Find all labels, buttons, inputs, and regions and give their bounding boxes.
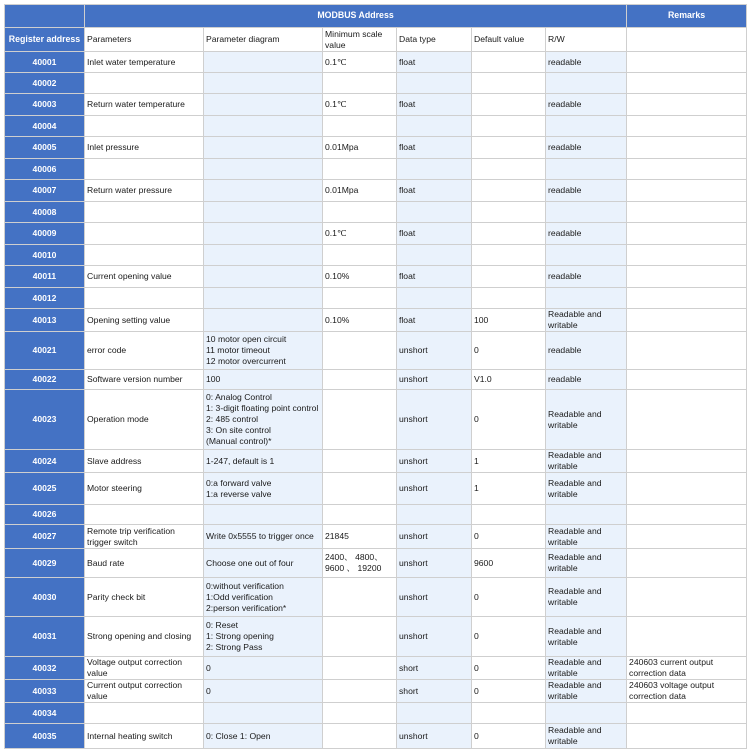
parameter-cell: Motor steering xyxy=(85,473,204,505)
table-row xyxy=(5,137,747,159)
table-row xyxy=(5,370,747,390)
remarks-cell xyxy=(627,450,747,473)
register-address-cell: 40031 xyxy=(5,617,85,657)
rw-cell: readable xyxy=(546,180,627,202)
rw-cell: Readable and writable xyxy=(546,549,627,578)
rw-cell xyxy=(546,116,627,137)
parameters-header: Parameters xyxy=(85,28,204,52)
data-type-cell: float xyxy=(397,223,472,245)
rw-cell: Readable and writable xyxy=(546,525,627,549)
register-address-cell: 40034 xyxy=(5,703,85,724)
register-address-cell: 40008 xyxy=(5,202,85,223)
minimum-scale-cell: 0.10% xyxy=(323,309,397,332)
remarks-cell xyxy=(627,724,747,749)
parameter-cell: Current output correction value xyxy=(85,680,204,703)
parameter-cell: Return water temperature xyxy=(85,94,204,116)
parameter-cell: Parity check bit xyxy=(85,578,204,617)
parameter-cell: Strong opening and closing xyxy=(85,617,204,657)
minimum-scale-cell xyxy=(323,288,397,309)
diagram-line: 2: 485 control xyxy=(206,414,259,424)
parameter-diagram-cell xyxy=(204,180,323,202)
default-value-cell xyxy=(472,288,546,309)
data-type-cell: unshort xyxy=(397,332,472,370)
parameter-diagram-cell xyxy=(204,137,323,159)
register-address-cell: 40029 xyxy=(5,549,85,578)
table-row xyxy=(5,266,747,288)
data-type-cell xyxy=(397,116,472,137)
default-value-cell: 0 xyxy=(472,332,546,370)
remarks-title: Remarks xyxy=(627,5,747,28)
register-address-cell: 40003 xyxy=(5,94,85,116)
data-type-cell xyxy=(397,505,472,525)
minimum-scale-cell: 0.01Mpa xyxy=(323,180,397,202)
diagram-line: Choose one out of four xyxy=(206,557,294,568)
parameter-diagram-cell xyxy=(204,370,323,390)
parameter-diagram-cell xyxy=(204,549,323,578)
default-value-cell xyxy=(472,180,546,202)
data-type-cell: float xyxy=(397,180,472,202)
data-type-cell: unshort xyxy=(397,370,472,390)
remarks-cell xyxy=(627,94,747,116)
rw-cell: readable xyxy=(546,137,627,159)
minimum-scale-cell xyxy=(323,578,397,617)
remarks-cell xyxy=(627,52,747,73)
rw-cell: readable xyxy=(546,223,627,245)
parameter-cell xyxy=(85,116,204,137)
parameter-cell: Slave address xyxy=(85,450,204,473)
register-address-cell: 40026 xyxy=(5,505,85,525)
parameter-diagram-cell xyxy=(204,505,323,525)
remarks-header xyxy=(627,28,747,52)
table-row xyxy=(5,724,747,749)
table-row xyxy=(5,450,747,473)
remarks-cell xyxy=(627,159,747,180)
minimum-scale-cell xyxy=(323,390,397,450)
table-row xyxy=(5,657,747,680)
remarks-cell xyxy=(627,202,747,223)
remarks-cell xyxy=(627,288,747,309)
header-blank xyxy=(5,5,85,28)
parameter-cell: Remote trip verification trigger switch xyxy=(85,525,204,549)
remarks-cell xyxy=(627,137,747,159)
data-type-cell: float xyxy=(397,309,472,332)
parameter-cell xyxy=(85,159,204,180)
parameter-diagram-cell xyxy=(204,245,323,266)
rw-cell: readable xyxy=(546,266,627,288)
diagram-line: 2: Strong Pass xyxy=(206,642,263,652)
table-row xyxy=(5,309,747,332)
register-address-cell: 40007 xyxy=(5,180,85,202)
parameter-diagram-cell xyxy=(204,202,323,223)
remarks-cell xyxy=(627,223,747,245)
table-row xyxy=(5,703,747,724)
rw-cell: readable xyxy=(546,332,627,370)
register-address-cell: 40024 xyxy=(5,450,85,473)
minimum-scale-cell xyxy=(323,724,397,749)
register-address-cell: 40030 xyxy=(5,578,85,617)
parameter-diagram-cell xyxy=(204,332,323,370)
rw-cell xyxy=(546,202,627,223)
parameter-diagram-cell xyxy=(204,288,323,309)
diagram-line: 1:a reverse valve xyxy=(206,488,272,499)
parameter-cell: error code xyxy=(85,332,204,370)
minimum-scale-cell xyxy=(323,473,397,505)
diagram-line: 0: Reset xyxy=(206,620,239,630)
rw-cell xyxy=(546,73,627,94)
diagram-line: 0: Analog Control xyxy=(206,392,272,402)
data-type-cell: unshort xyxy=(397,390,472,450)
default-value-cell xyxy=(472,223,546,245)
register-address-cell: 40005 xyxy=(5,137,85,159)
data-type-cell xyxy=(397,159,472,180)
rw-cell: Readable and writable xyxy=(546,724,627,749)
default-value-cell: 1 xyxy=(472,450,546,473)
data-type-cell: unshort xyxy=(397,578,472,617)
table-row xyxy=(5,525,747,549)
register-address-cell: 40033 xyxy=(5,680,85,703)
minimum-scale-cell xyxy=(323,159,397,180)
remarks-cell xyxy=(627,73,747,94)
data-type-cell: unshort xyxy=(397,549,472,578)
remarks-cell xyxy=(627,578,747,617)
diagram-line: 10 motor open circuit xyxy=(206,334,287,344)
register-address-cell: 40027 xyxy=(5,525,85,549)
rw-cell: Readable and writable xyxy=(546,309,627,332)
rw-cell: Readable and writable xyxy=(546,657,627,680)
remarks-cell xyxy=(627,473,747,505)
rw-cell: Readable and writable xyxy=(546,390,627,450)
parameter-diagram-cell xyxy=(204,703,323,724)
rw-cell xyxy=(546,703,627,724)
rw-cell: Readable and writable xyxy=(546,473,627,505)
parameter-diagram-cell xyxy=(204,73,323,94)
remarks-cell xyxy=(627,245,747,266)
table-row xyxy=(5,94,747,116)
parameter-diagram-cell xyxy=(204,450,323,473)
data-type-cell xyxy=(397,245,472,266)
default-value-cell: 100 xyxy=(472,309,546,332)
register-address-cell: 40032 xyxy=(5,657,85,680)
parameter-cell: Operation mode xyxy=(85,390,204,450)
table-row xyxy=(5,680,747,703)
parameter-cell xyxy=(85,73,204,94)
default-value-cell: V1.0 xyxy=(472,370,546,390)
minimum-scale-cell xyxy=(323,370,397,390)
remarks-cell xyxy=(627,617,747,657)
default-value-cell xyxy=(472,159,546,180)
remarks-cell xyxy=(627,549,747,578)
parameter-diagram-cell xyxy=(204,390,323,450)
diagram-line: 11 motor timeout xyxy=(206,345,270,355)
minimum-scale-cell: 0.1℃ xyxy=(323,223,397,245)
parameter-diagram-cell xyxy=(204,266,323,288)
diagram-line: 0:without verification xyxy=(206,580,284,591)
rw-cell: Readable and writable xyxy=(546,578,627,617)
parameter-diagram-cell xyxy=(204,52,323,73)
table-row xyxy=(5,245,747,266)
diagram-line: 100 xyxy=(206,374,221,384)
data-type-cell: unshort xyxy=(397,525,472,549)
diagram-line: 1: Strong opening xyxy=(206,631,274,641)
parameter-cell xyxy=(85,245,204,266)
default-value-cell xyxy=(472,245,546,266)
register-address-cell: 40025 xyxy=(5,473,85,505)
register-address-cell: 40035 xyxy=(5,724,85,749)
remarks-cell xyxy=(627,266,747,288)
parameter-diagram-cell xyxy=(204,617,323,657)
default-value-cell: 0 xyxy=(472,525,546,549)
diagram-line: 1-247, default is 1 xyxy=(206,455,275,466)
parameter-cell xyxy=(85,202,204,223)
register-address-cell: 40002 xyxy=(5,73,85,94)
data-type-cell: unshort xyxy=(397,450,472,473)
rw-header: R/W xyxy=(546,28,627,52)
minimum-scale-cell xyxy=(323,657,397,680)
diagram-line: 0:a forward valve xyxy=(206,477,272,488)
parameter-cell: Voltage output correction value xyxy=(85,657,204,680)
parameter-diagram-cell xyxy=(204,724,323,749)
parameter-cell: Inlet water temperature xyxy=(85,52,204,73)
modbus-address-title: MODBUS Address xyxy=(85,5,627,28)
register-address-cell: 40021 xyxy=(5,332,85,370)
default-value-header: Default value xyxy=(472,28,546,52)
parameter-diagram-cell xyxy=(204,94,323,116)
table-row xyxy=(5,73,747,94)
data-type-cell: float xyxy=(397,94,472,116)
table-row xyxy=(5,617,747,657)
remarks-cell xyxy=(627,116,747,137)
rw-cell: Readable and writable xyxy=(546,617,627,657)
default-value-cell: 9600 xyxy=(472,549,546,578)
parameter-diagram-cell xyxy=(204,116,323,137)
parameter-cell: Internal heating switch xyxy=(85,724,204,749)
default-value-cell xyxy=(472,52,546,73)
data-type-cell xyxy=(397,202,472,223)
remarks-cell: 240603 voltage output correction data xyxy=(627,680,747,703)
table-row xyxy=(5,52,747,73)
default-value-cell xyxy=(472,73,546,94)
minimum-scale-cell xyxy=(323,332,397,370)
table-row xyxy=(5,390,747,450)
parameter-diagram-cell xyxy=(204,525,323,549)
rw-cell: readable xyxy=(546,94,627,116)
minimum-scale-cell xyxy=(323,450,397,473)
data-type-cell: float xyxy=(397,52,472,73)
default-value-cell xyxy=(472,266,546,288)
rw-cell: Readable and writable xyxy=(546,680,627,703)
default-value-cell: 0 xyxy=(472,680,546,703)
rw-cell: readable xyxy=(546,52,627,73)
parameter-cell xyxy=(85,703,204,724)
register-address-cell: 40023 xyxy=(5,390,85,450)
diagram-line: 0 xyxy=(206,662,211,673)
default-value-cell: 0 xyxy=(472,390,546,450)
default-value-cell xyxy=(472,116,546,137)
minimum-scale-cell xyxy=(323,116,397,137)
parameter-diagram-cell xyxy=(204,223,323,245)
table-row xyxy=(5,473,747,505)
remarks-cell xyxy=(627,370,747,390)
remarks-cell xyxy=(627,309,747,332)
diagram-line: 2:person verification* xyxy=(206,602,287,613)
modbus-register-table xyxy=(4,4,746,749)
data-type-header: Data type xyxy=(397,28,472,52)
remarks-cell xyxy=(627,332,747,370)
parameter-cell: Baud rate xyxy=(85,549,204,578)
minimum-scale-header: Minimum scale value xyxy=(323,28,397,52)
minimum-scale-cell xyxy=(323,245,397,266)
register-address-header: Register address xyxy=(5,28,85,52)
parameter-diagram-header: Parameter diagram xyxy=(204,28,323,52)
data-type-cell: short xyxy=(397,680,472,703)
register-address-cell: 40004 xyxy=(5,116,85,137)
minimum-scale-cell xyxy=(323,202,397,223)
diagram-line: 0: Close 1: Open xyxy=(206,730,271,741)
parameter-cell: Inlet pressure xyxy=(85,137,204,159)
column-header-row xyxy=(5,28,747,52)
diagram-line: (Manual control)* xyxy=(206,436,272,446)
register-address-cell: 40001 xyxy=(5,52,85,73)
minimum-scale-cell xyxy=(323,680,397,703)
parameter-diagram-cell xyxy=(204,309,323,332)
minimum-scale-cell xyxy=(323,617,397,657)
default-value-cell xyxy=(472,703,546,724)
register-address-cell: 40012 xyxy=(5,288,85,309)
default-value-cell: 0 xyxy=(472,657,546,680)
parameter-cell xyxy=(85,505,204,525)
parameter-diagram-cell xyxy=(204,657,323,680)
register-address-cell: 40022 xyxy=(5,370,85,390)
table-row xyxy=(5,578,747,617)
register-address-cell: 40009 xyxy=(5,223,85,245)
parameter-cell xyxy=(85,288,204,309)
register-address-cell: 40006 xyxy=(5,159,85,180)
minimum-scale-cell xyxy=(323,505,397,525)
table-row xyxy=(5,202,747,223)
default-value-cell: 0 xyxy=(472,724,546,749)
rw-cell: Readable and writable xyxy=(546,450,627,473)
remarks-cell xyxy=(627,525,747,549)
rw-cell xyxy=(546,288,627,309)
data-type-cell: short xyxy=(397,657,472,680)
remarks-cell: 240603 current output correction data xyxy=(627,657,747,680)
diagram-line: 0 xyxy=(206,685,211,696)
data-type-cell xyxy=(397,73,472,94)
default-value-cell xyxy=(472,505,546,525)
register-address-cell: 40013 xyxy=(5,309,85,332)
data-type-cell: unshort xyxy=(397,473,472,505)
rw-cell xyxy=(546,505,627,525)
diagram-line: 1: 3-digit floating point control xyxy=(206,403,319,413)
parameter-diagram-cell xyxy=(204,473,323,505)
data-type-cell: unshort xyxy=(397,617,472,657)
remarks-cell xyxy=(627,390,747,450)
table-row xyxy=(5,180,747,202)
parameter-cell: Software version number xyxy=(85,370,204,390)
default-value-cell: 0 xyxy=(472,578,546,617)
register-address-cell: 40011 xyxy=(5,266,85,288)
minimum-scale-cell: 0.1℃ xyxy=(323,52,397,73)
register-address-cell: 40010 xyxy=(5,245,85,266)
title-row xyxy=(5,5,747,28)
table-row xyxy=(5,288,747,309)
table-row xyxy=(5,116,747,137)
parameter-cell: Opening setting value xyxy=(85,309,204,332)
parameter-diagram-cell xyxy=(204,680,323,703)
rw-cell xyxy=(546,159,627,180)
default-value-cell xyxy=(472,94,546,116)
minimum-scale-cell xyxy=(323,73,397,94)
table-row xyxy=(5,159,747,180)
default-value-cell xyxy=(472,137,546,159)
remarks-cell xyxy=(627,703,747,724)
parameter-cell: Return water pressure xyxy=(85,180,204,202)
data-type-cell xyxy=(397,703,472,724)
diagram-line: 1:Odd verification xyxy=(206,591,273,602)
minimum-scale-cell xyxy=(323,703,397,724)
table-row xyxy=(5,549,747,578)
default-value-cell: 0 xyxy=(472,617,546,657)
minimum-scale-cell: 0.10% xyxy=(323,266,397,288)
default-value-cell: 1 xyxy=(472,473,546,505)
table-row xyxy=(5,505,747,525)
parameter-cell xyxy=(85,223,204,245)
parameter-cell: Current opening value xyxy=(85,266,204,288)
minimum-scale-cell: 21845 xyxy=(323,525,397,549)
minimum-scale-cell: 0.1℃ xyxy=(323,94,397,116)
table-row xyxy=(5,223,747,245)
diagram-line: 3: On site control xyxy=(206,425,271,435)
data-type-cell: float xyxy=(397,137,472,159)
diagram-line: 12 motor overcurrent xyxy=(206,356,286,366)
parameter-diagram-cell xyxy=(204,159,323,180)
remarks-cell xyxy=(627,180,747,202)
data-type-cell xyxy=(397,288,472,309)
data-type-cell: float xyxy=(397,266,472,288)
diagram-line: Write 0x5555 to trigger once xyxy=(206,531,314,541)
minimum-scale-cell: 0.01Mpa xyxy=(323,137,397,159)
parameter-diagram-cell xyxy=(204,578,323,617)
minimum-scale-cell: 2400、 4800、 9600 、 19200 xyxy=(323,549,397,578)
remarks-cell xyxy=(627,505,747,525)
rw-cell: readable xyxy=(546,370,627,390)
data-type-cell: unshort xyxy=(397,724,472,749)
table-row xyxy=(5,332,747,370)
default-value-cell xyxy=(472,202,546,223)
rw-cell xyxy=(546,245,627,266)
